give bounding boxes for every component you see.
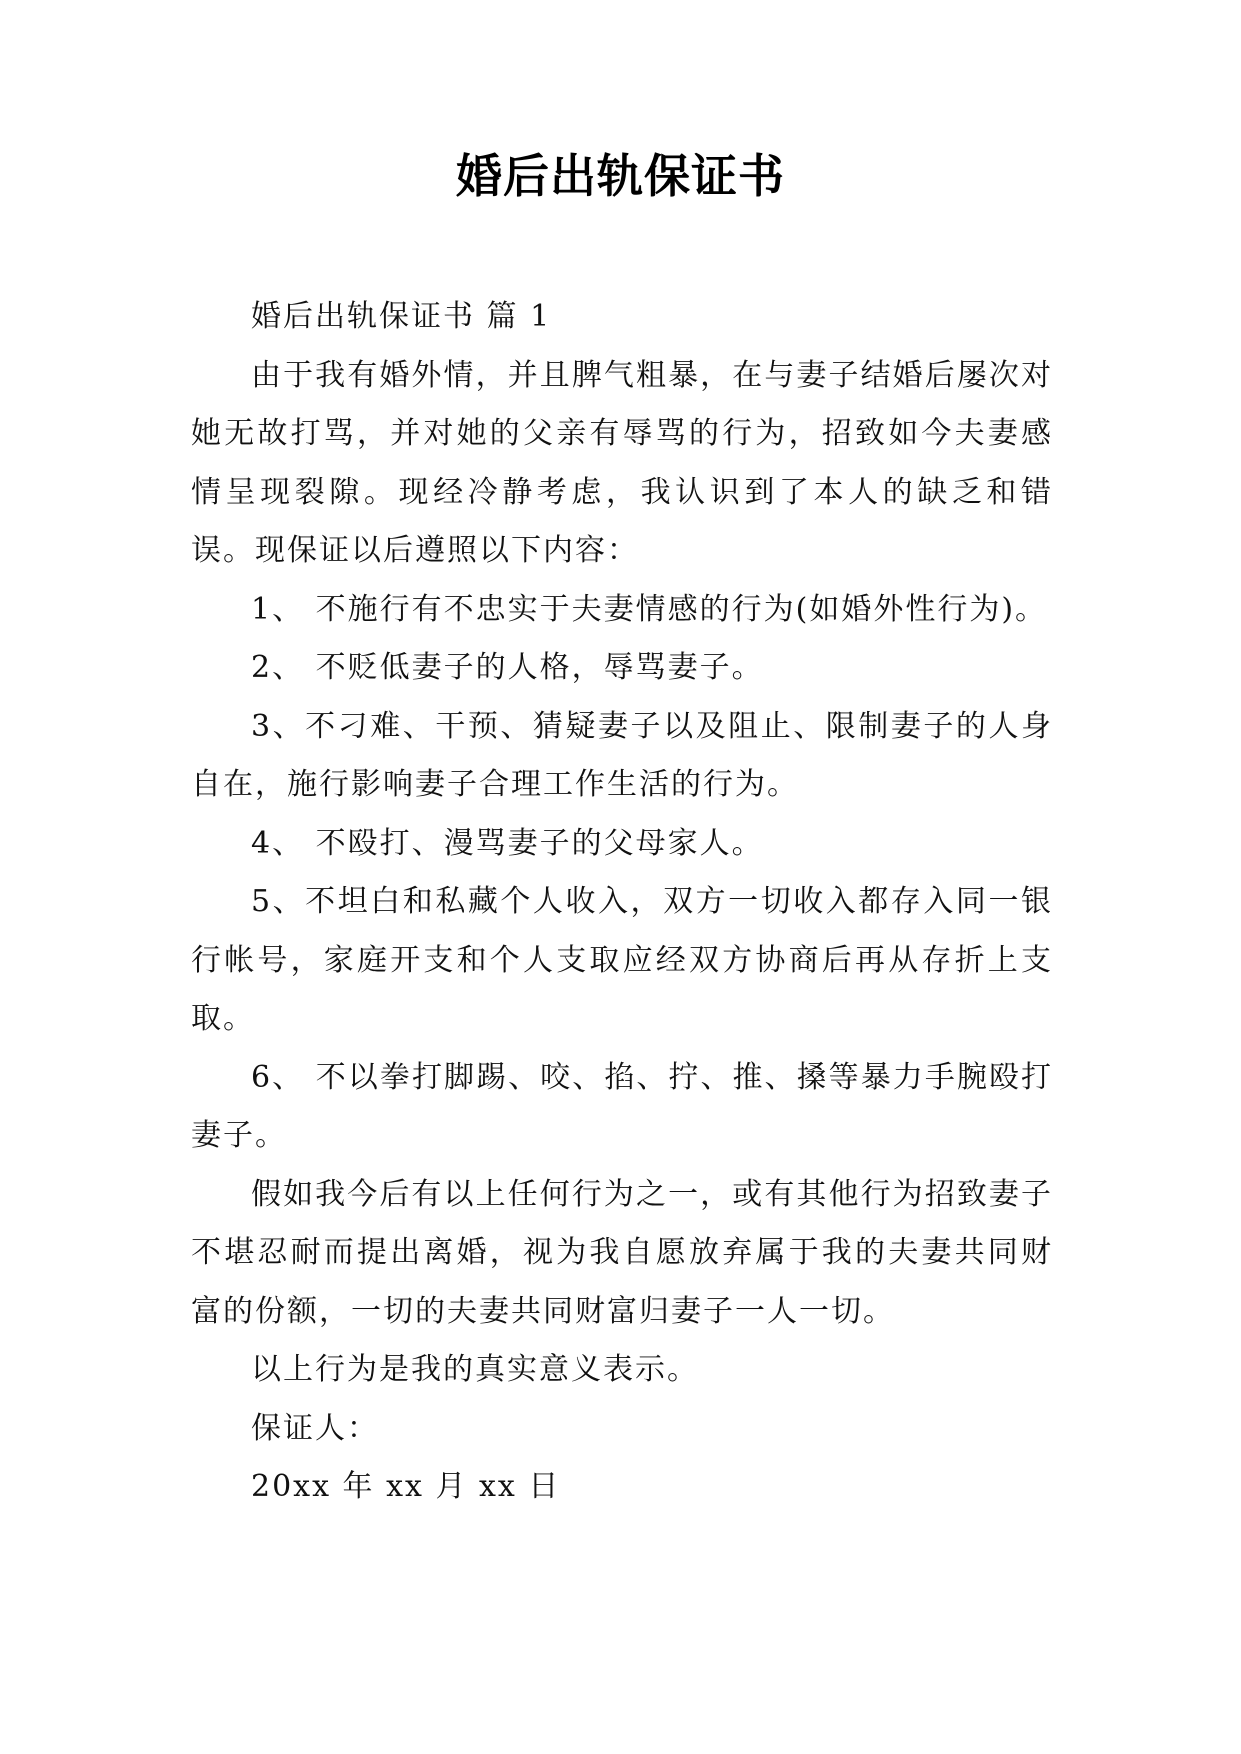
clause-4: 4、 不殴打、漫骂妻子的父母家人。: [251, 825, 764, 861]
declaration-paragraph: 以上行为是我的真实意义表示。: [251, 1352, 699, 1387]
document-body: [191, 288, 1053, 1517]
consequence-paragraph: 假如我今后有以上任何行为之一，或有其他行为招致妻子不堪忍耐而提出离婚，视为我自愿放弃属于我的夫妻共同财富的份额，一切的夫妻共同财富归妻子一人一切。: [191, 1176, 1053, 1329]
guarantor-label: 保证人：: [251, 1410, 379, 1446]
section-subheading: 婚后出轨保证书 篇 1: [251, 299, 552, 334]
clause-2: 2、 不贬低妻子的人格，辱骂妻子。: [251, 650, 764, 685]
clause-5: 5、不坦白和私藏个人收入，双方一切收入都存入同一银行帐号，家庭开支和个人支取应经双方协商后再从存折上支取。: [191, 884, 1053, 1036]
signature-date: 20xx 年 xx 月 xx 日: [251, 1469, 561, 1504]
clause-3: 3、不刁难、干预、猜疑妻子以及阻止、限制妻子的人身自在，施行影响妻子合理工作生活的行为。: [191, 708, 1053, 802]
clause-6: 6、 不以拳打脚踢、咬、掐、拧、推、搡等暴力手腕殴打妻子。: [191, 1059, 1053, 1153]
intro-paragraph: 由于我有婚外情，并且脾气粗暴，在与妻子结婚后屡次对她无故打骂，并对她的父亲有辱骂的行为，招致如今夫妻感情呈现裂隙。现经冷静考虑，我认识到了本人的缺乏和错误。现保证以后遵照以下内容：: [191, 357, 1053, 568]
document-title: 婚后出轨保证书: [456, 149, 785, 203]
clause-1: 1、 不施行有不忠实于夫妻情感的行为(如婚外性行为)。: [251, 591, 1048, 627]
